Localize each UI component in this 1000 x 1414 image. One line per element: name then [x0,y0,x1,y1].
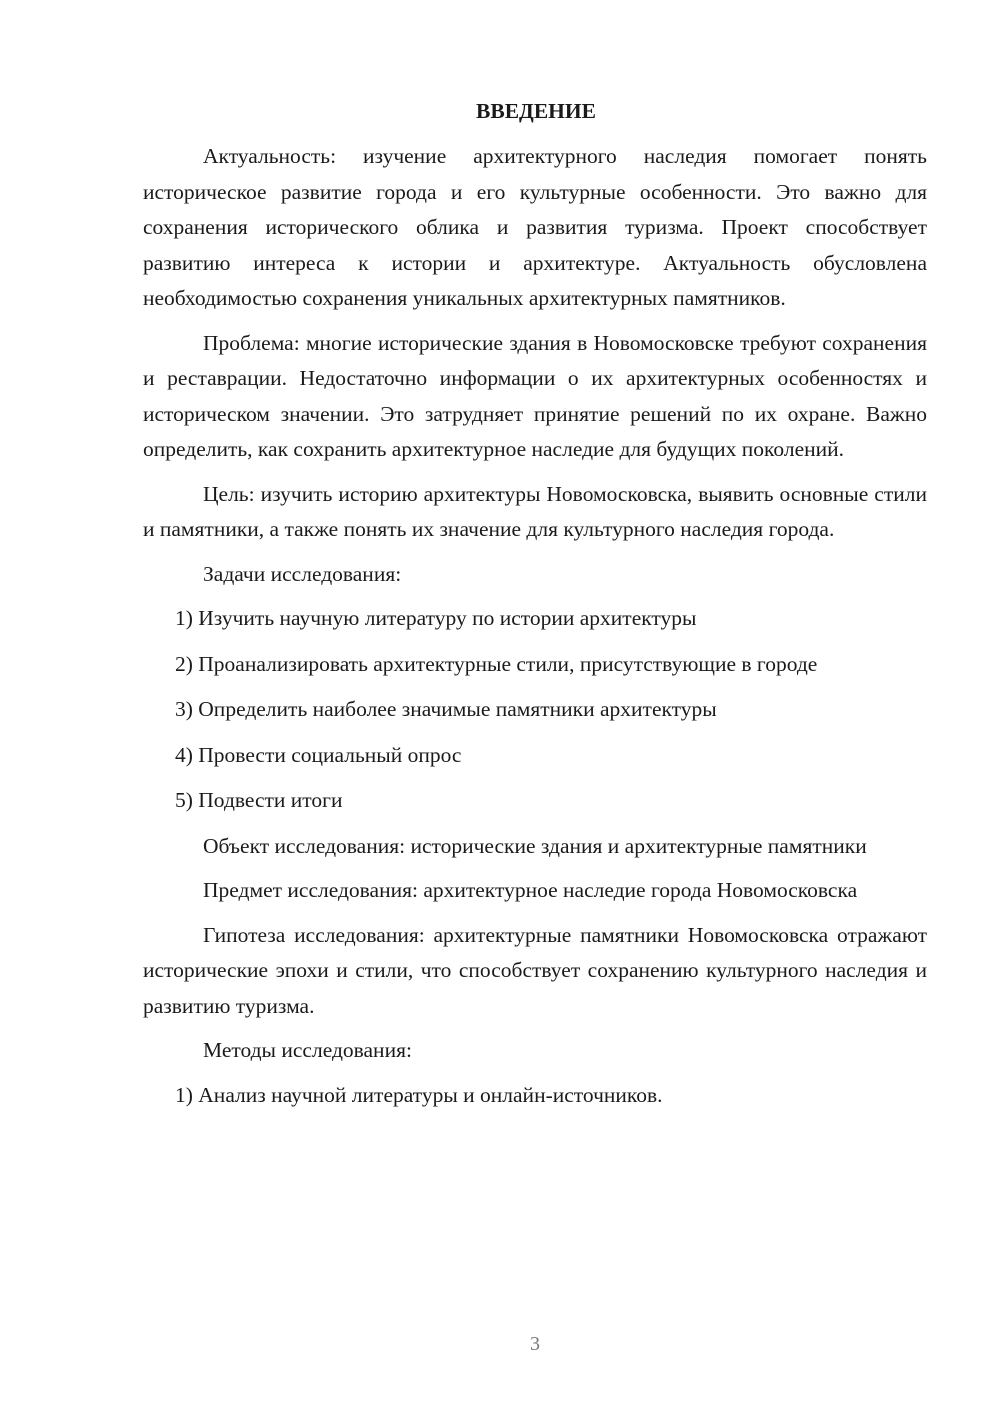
section-title: ВВЕДЕНИЕ [476,99,596,123]
list-item: 2) Проанализировать архитектурные стили, присутствующие в городе [175,651,818,676]
list-item: 5) Подвести итоги [175,788,343,812]
hypothesis-paragraph: Гипотеза исследования: архитектурные памятники Новомосковска отражают исторические эпохи и стили, что способствует сохранению культурного наследия и развитию туризма. [143,922,927,1018]
object-paragraph: Объект исследования: исторические здания и архитектурные памятники [203,833,867,858]
subject-paragraph: Предмет исследования: архитектурное наследие города Новомосковска [203,878,858,902]
relevance-paragraph: Актуальность: изучение архитектурного наследия помогает понять историческое развитие города и его культурные особенности. Это важно для сохранения исторического облика и развития туризма. Проект способствует развитию интереса к истории и архитектуре. Актуальность обусловлена необходимостью сохранения уникальных архитектурных памятников. [143,144,927,310]
tasks-list [143,601,927,819]
list-item: 4) Провести социальный опрос [175,742,462,767]
problem-paragraph: Проблема: многие исторические здания в Новомосковске требуют сохранения и реставрации. Недостаточно информации о их архитектурных особенностях и историческом значении. Это затрудняет принятие решений по их охране. Важно определить, как сохранить архитектурное наследие для будущих поколений. [143,330,927,461]
list-item: 3) Определить наиболее значимые памятники архитектуры [175,697,717,721]
goal-paragraph: Цель: изучить историю архитектуры Новомосковска, выявить основные стили и памятники, а также понять их значение для культурного наследия города. [143,481,927,541]
list-item: 1) Анализ научной литературы и онлайн-источников. [175,1082,663,1107]
methods-heading: Методы исследования: [203,1038,412,1062]
tasks-heading: Задачи исследования: [203,561,402,586]
page-number: 3 [530,1333,540,1355]
page-content [143,96,927,1123]
methods-list [143,1078,927,1114]
list-item: 1) Изучить научную литературу по истории архитектуры [175,606,697,630]
